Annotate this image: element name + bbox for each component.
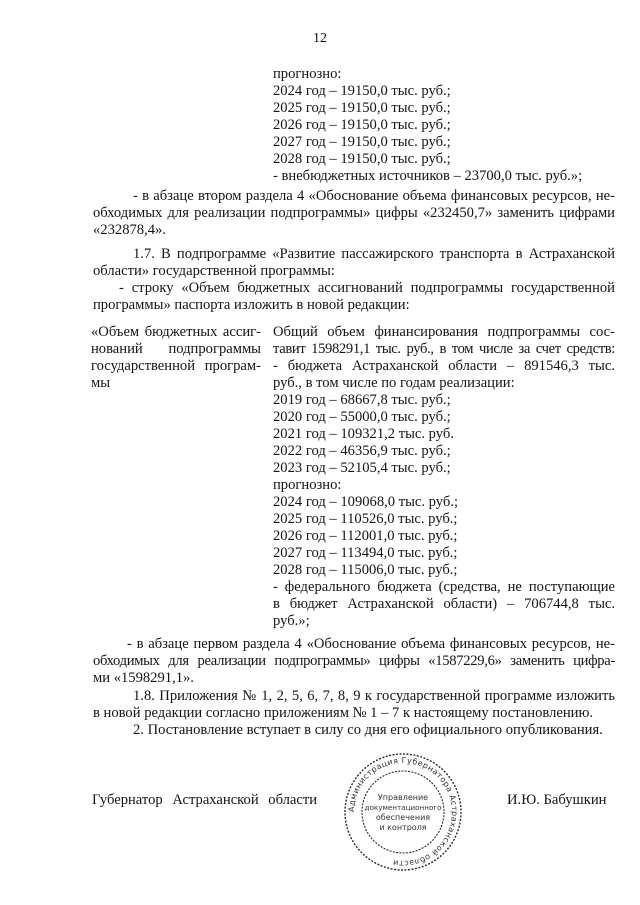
signatory-name: И.Ю. Бабушкин — [507, 792, 607, 808]
official-stamp — [343, 752, 463, 872]
text-line: 2021 год – 109321,2 тыс. руб. — [273, 426, 454, 442]
text-line: 1.8. Приложения № 1, 2, 5, 6, 7, 8, 9 к государственной программе изложить — [133, 688, 615, 704]
text-line: - бюджета Астраханской области – 891546,3 тыс. — [273, 358, 615, 374]
text-line: «232878,4». — [93, 222, 166, 238]
paragraph-budget-row-intro — [93, 280, 615, 314]
stamp-center-line: и контроля — [379, 823, 427, 832]
text-line: - внебюджетных источников – 23700,0 тыс. руб.»; — [273, 168, 583, 184]
text-line: нований подпрограммы — [91, 341, 261, 357]
text-line: - строку «Объем бюджетных ассигнований подпрограммы государственной — [119, 280, 615, 296]
text-line: 2026 год – 112001,0 тыс. руб.; — [273, 528, 458, 544]
text-line: прогнозно: — [273, 477, 342, 493]
page-number: 12 — [313, 31, 327, 46]
text-line: прогнозно: — [273, 66, 342, 82]
paragraph-section4-amendment — [93, 188, 615, 239]
table-right-cell — [273, 324, 615, 630]
paragraph-1-7 — [93, 246, 615, 280]
table-left-cell — [91, 324, 261, 392]
text-line: 2027 год – 19150,0 тыс. руб.; — [273, 134, 451, 150]
top-funding-block — [273, 66, 582, 185]
text-line: в новой редакции согласно приложениям № 1 – 7 к настоящему постановлению. — [93, 705, 594, 721]
paragraph-1-8 — [93, 688, 615, 722]
text-line: программы» паспорта изложить в новой редакции: — [93, 297, 410, 313]
text-line: - в абзаце первом раздела 4 «Обоснование объема финансовых ресурсов, не- — [127, 636, 615, 652]
text-line: «Объем бюджетных ассиг- — [91, 324, 261, 340]
text-line: ми «1598291,1». — [93, 670, 194, 686]
text-line: 2020 год – 55000,0 тыс. руб.; — [273, 409, 451, 425]
text-line: обходимых для реализации подпрограммы» цифры «1587229,6» заменить цифра- — [93, 653, 615, 669]
text-line: 2019 год – 68667,8 тыс. руб.; — [273, 392, 451, 408]
text-line: 2027 год – 113494,0 тыс. руб.; — [273, 545, 458, 561]
text-line: 2028 год – 115006,0 тыс. руб.; — [273, 562, 458, 578]
stamp-center-line: Управление — [377, 793, 429, 802]
stamp-center-line: документационного — [364, 803, 442, 812]
text-line: обходимых для реализации подпрограммы» цифры «232450,7» заменить цифрами — [93, 205, 615, 221]
text-line: мы — [91, 375, 111, 391]
text-line: 2025 год – 110526,0 тыс. руб.; — [273, 511, 458, 527]
text-line: 2028 год – 19150,0 тыс. руб.; — [273, 151, 451, 167]
stamp-ring-text: Администрация Губернатора Астраханской области — [346, 755, 460, 869]
text-line: 2024 год – 19150,0 тыс. руб.; — [273, 83, 451, 99]
stamp-center-line: обеспечения — [375, 813, 431, 822]
text-line: государственной програм- — [91, 358, 261, 374]
text-line: - в абзаце втором раздела 4 «Обоснование объема финансовых ресурсов, не- — [133, 188, 615, 204]
text-line: 1.7. В подпрограмме «Развитие пассажирского транспорта в Астраханской — [133, 246, 615, 262]
text-line: 2026 год – 19150,0 тыс. руб.; — [273, 117, 451, 133]
text-line: руб., в том числе по годам реализации: — [273, 375, 515, 391]
text-line: руб.»; — [273, 613, 310, 629]
text-line: Общий объем финансирования подпрограммы сос- — [273, 324, 615, 340]
text-line: 2022 год – 46356,9 тыс. руб.; — [273, 443, 451, 459]
signatory-title: Губернатор Астраханской области — [92, 792, 318, 808]
paragraph-2-effective: 2. Постановление вступает в силу со дня его официального опубликования. — [133, 722, 603, 738]
text-line: - федерального бюджета (средства, не поступающие — [273, 579, 615, 595]
text-line: тавит 1598291,1 тыс. руб., в том числе за счет средств: — [273, 341, 615, 357]
text-line: области» государственной программы: — [93, 263, 335, 279]
text-line: 2024 год – 109068,0 тыс. руб.; — [273, 494, 459, 510]
paragraph-section4-first-amendment — [93, 636, 615, 687]
text-line: в бюджет Астраханской области) – 706744,8 тыс. — [273, 596, 615, 612]
text-line: 2023 год – 52105,4 тыс. руб.; — [273, 460, 451, 476]
text-line: 2025 год – 19150,0 тыс. руб.; — [273, 100, 451, 116]
